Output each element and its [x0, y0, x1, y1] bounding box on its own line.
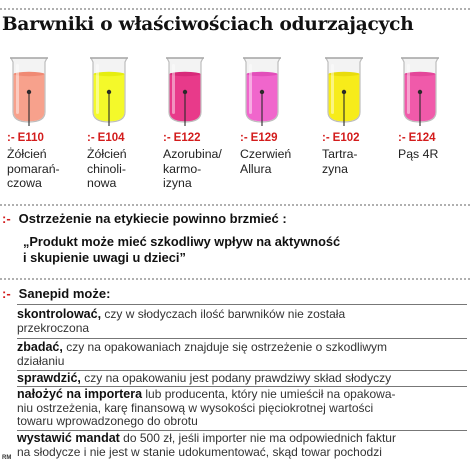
marker-icon: :- — [2, 286, 11, 301]
marker-icon: :- — [163, 132, 171, 144]
dye-code: :- E122 — [163, 132, 201, 144]
action-item: skontrolować, czy w słodyczach ilość barwników nie została przekroczona — [17, 307, 346, 335]
top-divider — [0, 8, 470, 10]
dye-name: Azorubina/ karmo- izyna — [163, 147, 222, 190]
action-item: nałożyć na importera lub producenta, który nie umieścił na opakowa- niu ostrzeżenia, karę finansową w wysokości pięciokrotnej wartości towaru wprowadzonego do obrotu — [17, 387, 396, 428]
page-title: Barwniki o właściwościach odurzających — [2, 14, 414, 35]
dye-name: Pąs 4R — [398, 147, 439, 161]
marker-icon: :- — [87, 132, 95, 144]
warning-text: „Produkt może mieć szkodliwy wpływ na aktywność i skupienie uwagi u dzieci” — [23, 234, 341, 265]
dye-code: :- E110 — [7, 132, 44, 144]
marker-icon: :- — [2, 211, 11, 226]
dye-code: :- E104 — [87, 132, 125, 144]
section-divider — [0, 204, 470, 206]
section-divider — [0, 278, 470, 280]
dye-name: Żółcień chinoli- nowa — [87, 147, 127, 190]
warning-heading: :- Ostrzeżenie na etykiecie powinno brzmieć : — [2, 211, 287, 226]
beaker-icon — [87, 52, 131, 126]
credit-logo: RM — [2, 455, 12, 461]
marker-icon: :- — [398, 132, 406, 144]
action-item: sprawdzić, czy na opakowaniu jest podany prawdziwy skład słodyczy — [17, 371, 392, 385]
beaker-icon — [398, 52, 442, 126]
action-item: wystawić mandat do 500 zł, jeśli importer nie ma odpowiednich faktur na słodycze i nie jest w stanie udokumentować, skąd towar pochodzi — [17, 431, 396, 459]
dye-name: Żółcień pomarań- czowa — [7, 147, 60, 190]
marker-icon: :- — [240, 132, 248, 144]
marker-icon: :- — [7, 132, 15, 144]
beaker-icon — [240, 52, 284, 126]
dye-code: :- E102 — [322, 132, 360, 144]
dye-code: :- E124 — [398, 132, 436, 144]
marker-icon: :- — [322, 132, 330, 144]
beaker-icon — [322, 52, 366, 126]
dye-name: Czerwień Allura — [240, 147, 292, 176]
dye-name: Tartra- zyna — [322, 147, 358, 176]
action-divider — [17, 338, 467, 339]
dye-code: :- E129 — [240, 132, 278, 144]
beaker-icon — [163, 52, 207, 126]
dye-beakers — [0, 52, 470, 190]
action-divider — [17, 304, 467, 305]
sanepid-heading: :- Sanepid może: — [2, 286, 111, 301]
beaker-icon — [7, 52, 51, 126]
action-item: zbadać, czy na opakowaniach znajduje się ostrzeżenie o szkodliwym działaniu — [17, 340, 388, 368]
